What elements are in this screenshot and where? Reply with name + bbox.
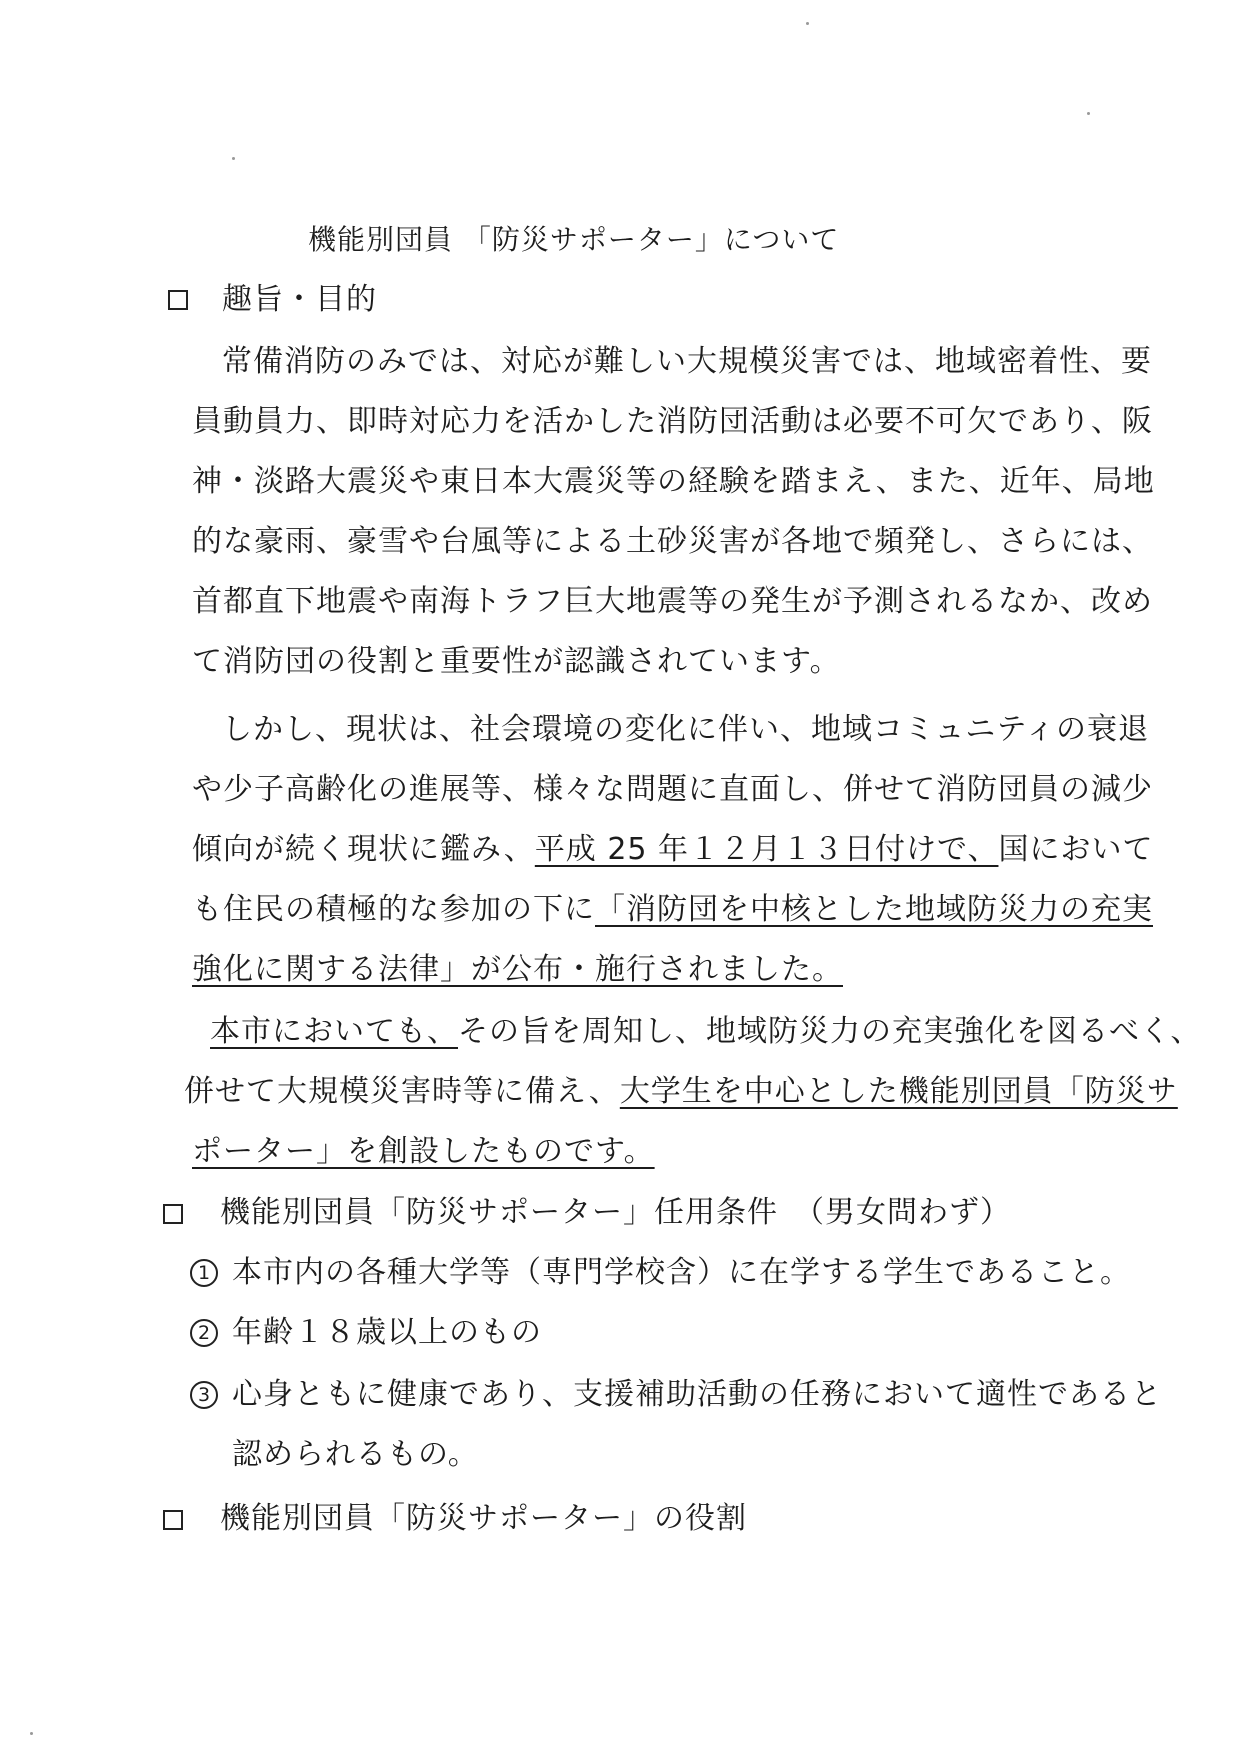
checkbox-square-icon [163,1204,183,1224]
para1-line: 首都直下地震や南海トラフ巨大地震等の発生が予測されるなか、改め [192,584,1153,619]
underlined-text: 大学生を中心とした機能別団員「防災サ [619,1074,1178,1109]
para2-line: や少子高齢化の進展等、様々な問題に直面し、併せて消防団員の減少 [192,772,1153,807]
circled-number-two-icon: 2 [190,1319,218,1347]
section3-heading: 機能別団員「防災サポーター」の役割 [220,1501,747,1536]
para2-text: 国において [998,832,1154,867]
section1-heading: 趣旨・目的 [222,282,377,317]
para3-text: 併せて大規模災害時等に備え、 [184,1074,620,1109]
para3-line [210,1012,1201,1052]
condition-item-continued: 認められるもの。 [232,1437,479,1472]
underlined-law-title: 強化に関する法律」が公布・施行されました。 [192,952,843,987]
para3-line [192,1132,655,1172]
underlined-text: 本市においても、 [210,1014,458,1049]
para1-line: 常備消防のみでは、対応が難しい大規模災害では、地域密着性、要 [222,344,1152,379]
para2-line: しかし、現状は、社会環境の変化に伴い、地域コミュニティの衰退 [222,712,1149,747]
checkbox-square-icon [168,290,188,310]
para2-text: 傾向が続く現状に鑑み、 [192,832,535,867]
para3-text: その旨を周知し、地域防災力の充実強化を図るべく、 [458,1014,1202,1049]
para2-line [192,890,1153,930]
circled-number-one-icon: 1 [190,1259,218,1287]
condition-item: 心身ともに健康であり、支援補助活動の任務において適性であると [232,1377,1162,1412]
underlined-law-title: 「消防団を中核とした地域防災力の充実 [595,892,1153,927]
para2-line [192,830,1153,870]
condition-item: 本市内の各種大学等（専門学校含）に在学する学生であること。 [232,1255,1131,1290]
para1-line: 員動員力、即時対応力を活かした消防団活動は必要不可欠であり、阪 [192,404,1153,439]
document-title: 機能別団員 「防災サポーター」について [308,223,840,256]
para1-line: 神・淡路大震災や東日本大震災等の経験を踏まえ、また、近年、局地 [192,464,1155,499]
underlined-text: ポーター」を創設したものです。 [192,1134,655,1169]
section2-heading: 機能別団員「防災サポーター」任用条件 （男女問わず） [220,1195,1011,1230]
para3-line [184,1072,1178,1112]
scan-speck [806,22,809,25]
scan-speck [30,1732,33,1735]
scan-speck [1087,112,1090,115]
para1-line: 的な豪雨、豪雪や台風等による土砂災害が各地で頻発し、さらには、 [192,524,1153,559]
para1-line: て消防団の役割と重要性が認識されています。 [192,644,841,679]
para2-line [192,950,843,990]
para2-text: も住民の積極的な参加の下に [192,892,595,927]
scan-speck [232,157,235,160]
condition-item: 年齢１８歳以上のもの [232,1315,542,1350]
circled-number-three-icon: 3 [190,1381,218,1409]
checkbox-square-icon [163,1510,183,1530]
underlined-date: 平成 25 年１２月１３日付けで、 [534,832,999,867]
